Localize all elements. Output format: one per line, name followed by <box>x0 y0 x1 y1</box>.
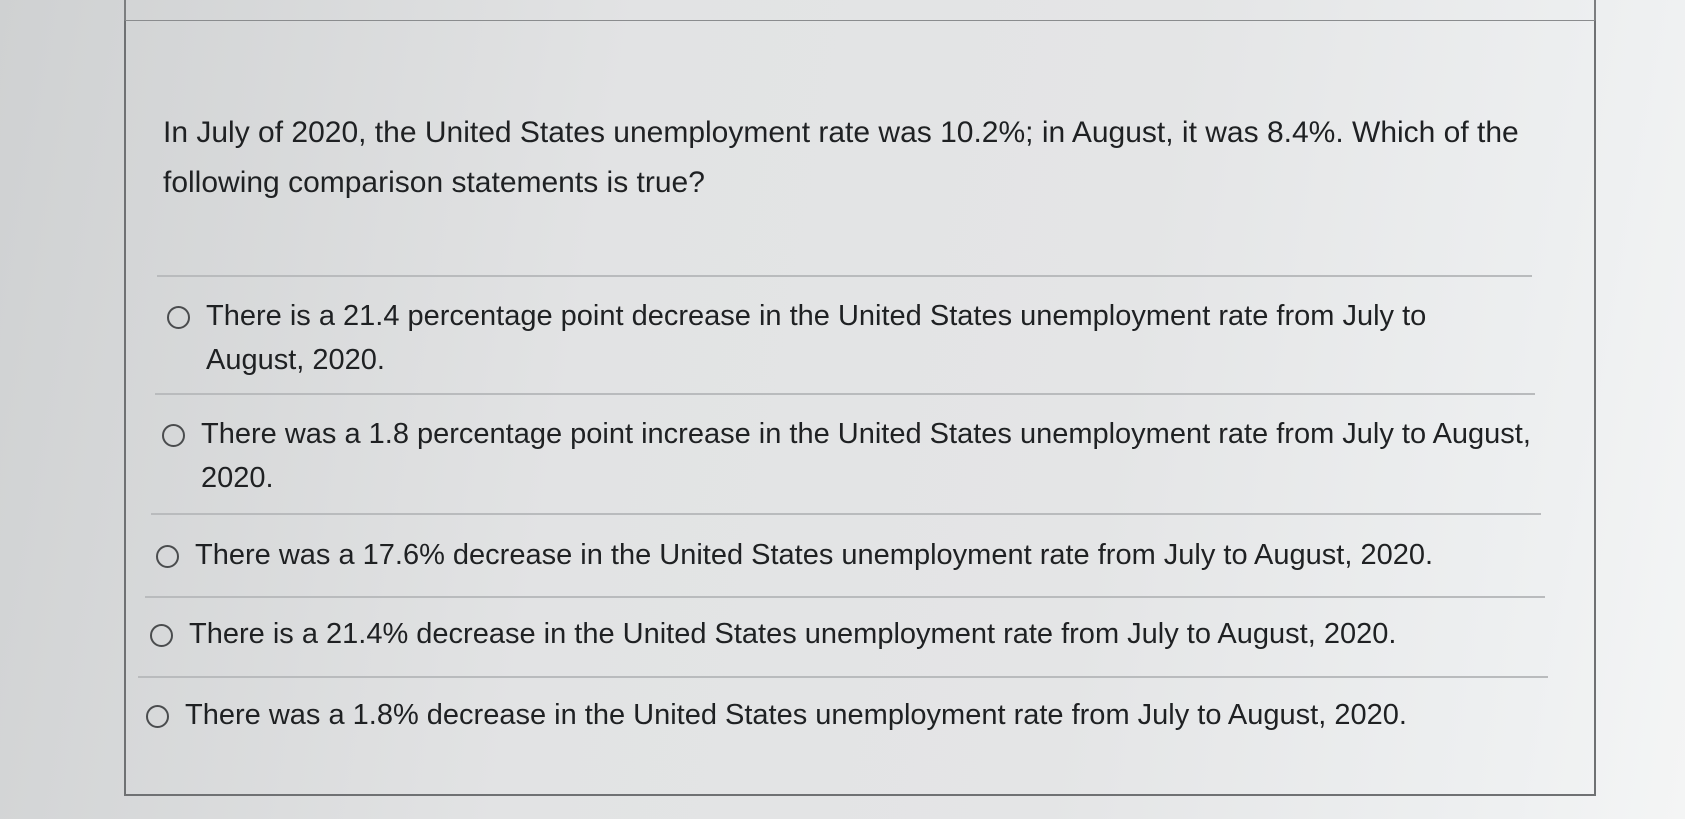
divider <box>155 393 1535 395</box>
answer-option-label: There was a 1.8% decrease in the United States unemployment rate from July to August, 2020. <box>185 699 1407 731</box>
radio-button-unselected-icon[interactable] <box>146 705 169 728</box>
answer-option-2[interactable] <box>162 412 1532 500</box>
answer-option-label: There is a 21.4% decrease in the United States unemployment rate from July to August, 2020. <box>189 618 1397 650</box>
divider <box>145 596 1545 598</box>
question-text: In July of 2020, the United States unemployment rate was 10.2%; in August, it was 8.4%. Which of the following comparison statements is true? <box>163 116 1519 199</box>
radio-button-unselected-icon[interactable] <box>167 306 190 329</box>
answer-option-label: There was a 17.6% decrease in the United States unemployment rate from July to August, 2020. <box>195 539 1434 571</box>
answer-option-label: There was a 1.8 percentage point increase in the United States unemployment rate from July to August, 2020. <box>201 418 1531 494</box>
divider <box>151 513 1541 515</box>
answer-option-label: There is a 21.4 percentage point decrease in the United States unemployment rate from July to August, 2020. <box>206 300 1427 376</box>
radio-button-unselected-icon[interactable] <box>150 624 173 647</box>
divider <box>138 676 1548 678</box>
radio-button-unselected-icon[interactable] <box>162 424 185 447</box>
radio-button-unselected-icon[interactable] <box>156 545 179 568</box>
answer-option-1[interactable] <box>167 294 1527 382</box>
answer-option-5[interactable] <box>146 693 1556 737</box>
divider <box>157 275 1532 277</box>
answer-option-3[interactable] <box>156 533 1546 577</box>
answer-option-4[interactable] <box>150 612 1550 656</box>
previous-card-frame <box>124 0 1596 20</box>
